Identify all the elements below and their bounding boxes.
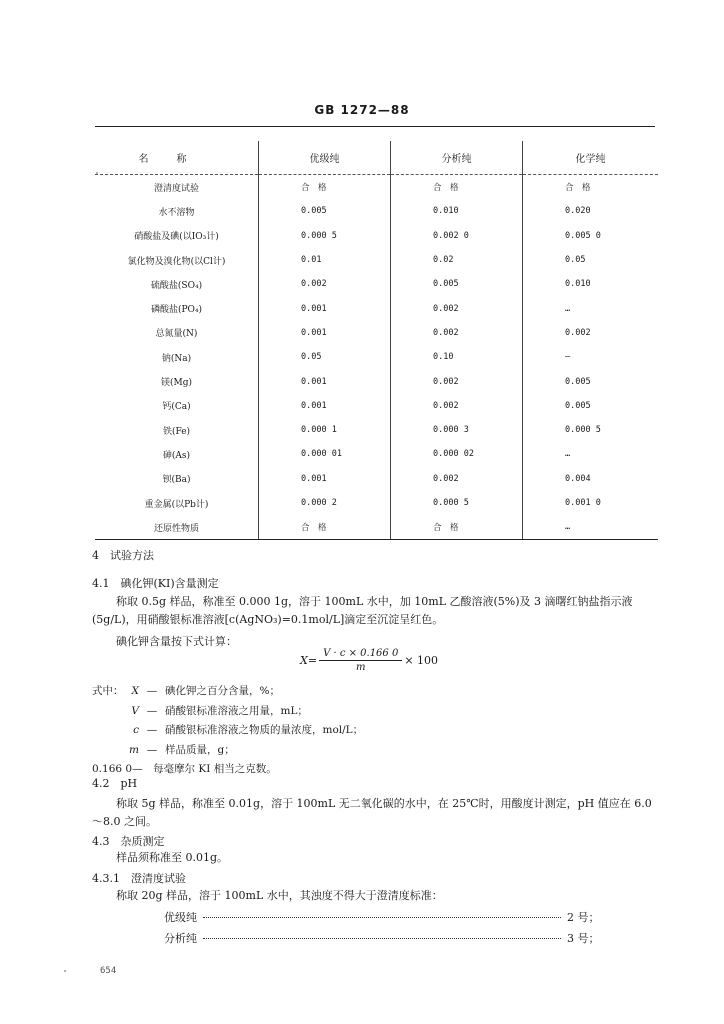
section-4-2-title: 4.2 pH [92,777,138,790]
where-symbol: V [131,704,139,717]
where-desc: 样品质量，g； [165,743,235,756]
grade-cp-value: 合 格 [523,175,659,200]
where-row [92,721,363,741]
grade-cp-value: 0.05 [523,248,659,272]
grade-ar-value: 0.02 [391,248,523,272]
grade-cp-value: 0.005 [523,394,659,418]
table-row [95,248,658,272]
grade-ar-value: 0.010 [391,199,523,223]
grade-cp-value: 0.010 [523,272,659,296]
grade-cp-value: 0.020 [523,199,659,223]
grade-ar-value: 0.002 0 [391,224,523,248]
grade-ar-value: 0.000 3 [391,418,523,442]
where-desc: 碘化钾之百分含量，%； [165,685,280,697]
grade-cp-value: — [523,345,659,369]
grade-ar-value: 0.002 [391,467,523,491]
header-grade-ar: 分析纯 [391,141,523,175]
table-row [95,515,658,540]
formula-denominator: m [355,662,366,673]
item-name-cell: 澄清度试验 [153,183,199,194]
grade-gr-value: 0.001 [259,296,391,320]
grade-gr-value: 0.05 [259,345,391,369]
grade-ar-value: 0.000 5 [391,491,523,515]
formula-tail: × 100 [404,654,439,667]
item-name-cell: 钠(Na) [161,353,192,364]
grade-ar-value: 0.002 [391,394,523,418]
grade-name: 分析纯 [164,932,197,945]
grade-ar-value: 合 格 [391,175,523,200]
item-name-cell: 钡(Ba) [162,475,191,486]
section-4-title: 4 试验方法 [92,549,154,562]
grade-gr-value: 0.000 01 [259,442,391,466]
grade-gr-value: 0.001 [259,467,391,491]
where-desc: 硝酸银标准溶液之用量，mL； [165,704,308,717]
section-4-1-paragraph: 称取 0.5g 样品，称准至 0.000 1g，溶于 100mL 水中，加 10mL 乙酸溶液(5%)及 3 滴曙红钠盐指示液(5g/L)，用硝酸银标准溶液[c(AgNO₃)=0.1mol/L]滴定至沉淀呈红色。 [92,595,633,626]
grade-ar-value: 0.000 02 [391,442,523,466]
grade-cp-value: … [523,296,659,320]
grade-cp-value: 0.001 0 [523,491,659,515]
item-name-cell: 磷酸盐(PO₄) [150,305,203,316]
grade-gr-value: 0.001 [259,321,391,345]
table-row [95,321,658,345]
where-row [92,682,363,702]
spec-table-wrap [95,141,655,540]
grade-gr-value: 合 格 [259,175,391,200]
grade-gr-value: 合 格 [259,515,391,540]
grade-ar-value: 0.10 [391,345,523,369]
grade-gr-value: 0.000 1 [259,418,391,442]
page-number: 654 [100,966,117,976]
grade-value: 3 号； [567,932,600,945]
table-row [95,369,658,393]
header-rule [95,126,655,127]
section-4-3-1-paragraph: 称取 20g 样品，溶于 100mL 水中，其浊度不得大于澄清度标准： [116,889,443,902]
where-symbol: m [129,743,139,756]
grade-cp-value: 0.004 [523,467,659,491]
formula-intro: 碘化钾含量按下式计算： [116,635,237,648]
formula-numerator: V · c × 0.166 0 [319,648,402,661]
grade-cp-value: … [523,442,659,466]
table-row [95,175,658,200]
table-row [95,394,658,418]
grade-gr-value: 0.005 [259,199,391,223]
item-name-cell: 总氮量(N) [155,329,198,340]
where-symbol: X [131,685,139,697]
table-row [95,272,658,296]
leader-dots [203,938,561,939]
item-name-cell: 硫酸盐(SO₄) [150,280,203,291]
grade-gr-value: 0.01 [259,248,391,272]
leader-dots [203,917,561,918]
table-row [95,442,658,466]
grade-cp-value: 0.000 5 [523,418,659,442]
section-4-2-paragraph: 称取 5g 样品，称准至 0.01g，溶于 100mL 无二氧化碳的水中，在 25℃时，用酸度计测定，pH 值应在 6.0～8.0 之间。 [92,797,652,828]
grade-line-gr [164,909,600,925]
where-symbol: c [133,724,139,736]
grade-ar-value: 合 格 [391,515,523,540]
scan-speck [64,970,66,972]
scan-speck [96,172,98,174]
grade-name: 优级纯 [164,911,197,924]
item-name-cell: 水不溶物 [158,207,195,218]
item-name-cell: 钙(Ca) [162,402,191,413]
section-4-3-title: 4.3 杂质测定 [92,835,165,848]
spec-table [95,141,658,540]
table-row [95,491,658,515]
table-row [95,345,658,369]
table-header-row [95,141,658,175]
formula-fraction [319,648,402,673]
where-last: 0.166 0— 每毫摩尔 KI 相当之克数。 [92,763,277,775]
grade-gr-value: 0.001 [259,394,391,418]
content-formula [300,648,438,673]
item-name-cell: 氯化物及溴化物(以Cl计) [127,256,226,267]
where-row [92,741,363,761]
where-dash: — [146,743,158,756]
grade-ar-value: 0.002 [391,321,523,345]
item-name-cell: 重金属(以Pb计) [144,499,209,510]
header-grade-cp: 化学纯 [523,141,659,175]
where-row [92,702,363,722]
section-4-3-1-title: 4.3.1 澄清度试验 [92,872,186,885]
where-label: 式中： [92,685,124,697]
section-4-1-title: 4.1 碘化钾(KI)含量测定 [92,577,219,590]
where-block [92,682,363,780]
item-name-cell: 还原性物质 [95,515,259,540]
grade-gr-value: 0.002 [259,272,391,296]
table-row [95,224,658,248]
standard-code-header: GB 1272—88 [314,103,410,117]
table-row [95,199,658,223]
grade-cp-value: 0.005 0 [523,224,659,248]
header-name: 名称 [95,141,259,175]
table-row [95,467,658,491]
grade-line-ar [164,930,600,946]
item-name-cell: 砷(As) [162,450,191,461]
item-name-cell: 铁(Fe) [162,426,191,437]
grade-cp-value: … [523,515,659,540]
grade-cp-value: 0.002 [523,321,659,345]
table-row [95,296,658,320]
where-desc: 硝酸银标准溶液之物质的量浓度，mol/L； [165,724,364,736]
grade-gr-value: 0.000 5 [259,224,391,248]
grade-gr-value: 0.001 [259,369,391,393]
item-name-cell: 硝酸盐及碘(以IO₃计) [134,232,219,243]
grade-ar-value: 0.002 [391,296,523,320]
grade-ar-value: 0.005 [391,272,523,296]
where-dash: — [146,724,158,736]
formula-lhs: X= [300,654,318,667]
header-grade-gr: 优级纯 [259,141,391,175]
table-row [95,418,658,442]
grade-value: 2 号； [567,911,600,924]
grade-gr-value: 0.000 2 [259,491,391,515]
where-dash: — [146,685,158,697]
grade-ar-value: 0.002 [391,369,523,393]
where-dash: — [146,704,158,717]
grade-cp-value: 0.005 [523,369,659,393]
item-name-cell: 镁(Mg) [161,378,192,389]
section-4-3-paragraph: 样品须称准至 0.01g。 [116,851,229,864]
